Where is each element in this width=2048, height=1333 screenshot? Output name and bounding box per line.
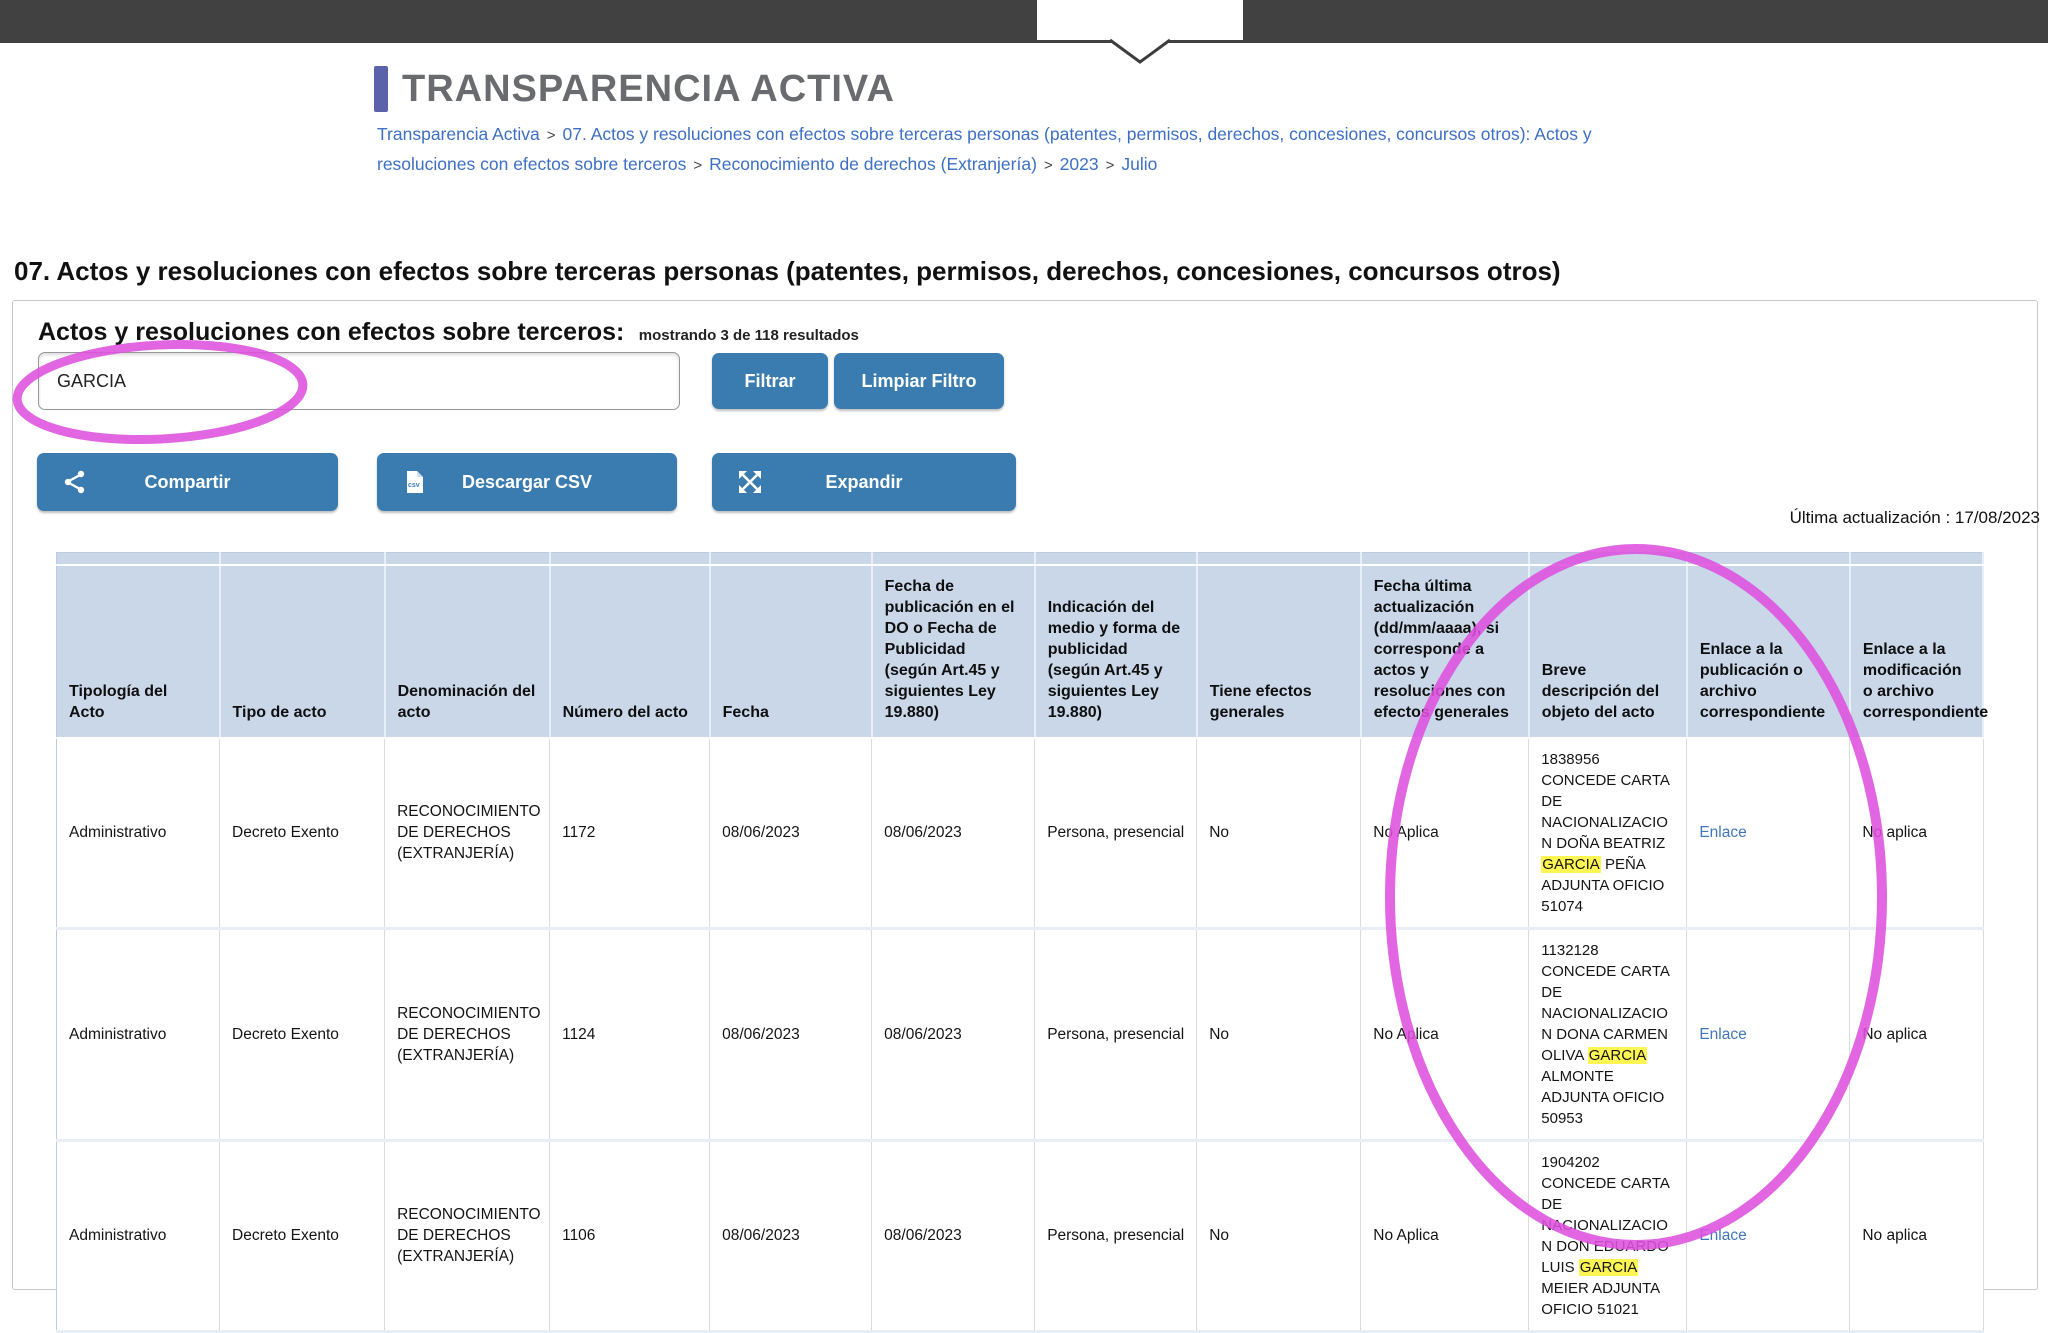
filter-button[interactable]: Filtrar — [712, 353, 828, 409]
clear-filter-button[interactable]: Limpiar Filtro — [834, 353, 1004, 409]
results-title-row — [38, 318, 859, 347]
column-header-12: Enlace a la modificación o archivo correspondiente — [1850, 565, 1983, 738]
table-cell: No Aplica — [1361, 928, 1529, 1140]
table-cell: No Aplica — [1361, 1140, 1529, 1331]
header-spacer-cell — [1529, 553, 1687, 565]
table-cell — [1687, 928, 1850, 1140]
expand-button[interactable] — [712, 453, 1016, 511]
search-term-highlight: GARCIA — [1588, 1046, 1647, 1064]
table-cell — [1687, 738, 1850, 929]
column-header-3: Denominación del acto — [385, 565, 550, 738]
share-icon — [63, 470, 87, 494]
enlace-link[interactable]: Enlace — [1699, 824, 1747, 841]
column-header-7: Indicación del medio y forma de publicidad (según Art.45 y siguientes Ley 19.880) — [1035, 565, 1197, 738]
table-cell: No aplica — [1850, 738, 1983, 929]
table-cell: No — [1197, 928, 1361, 1140]
breadcrumb-link[interactable]: Julio — [1121, 154, 1158, 174]
table-cell — [1529, 928, 1687, 1140]
table-cell: RECONOCIMIENTO DE DERECHOS (EXTRANJERÍA) — [385, 928, 550, 1140]
share-button-label: Compartir — [144, 472, 231, 492]
table-header-row — [57, 565, 1984, 738]
results-count: mostrando 3 de 118 resultados — [638, 327, 859, 344]
breadcrumb-separator: > — [693, 157, 703, 174]
column-header-1: Tipología del Acto — [57, 565, 220, 738]
table-cell: Administrativo — [57, 1140, 220, 1331]
table-cell: 1106 — [550, 1140, 710, 1331]
table-cell: 08/06/2023 — [710, 738, 872, 929]
expand-button-label: Expandir — [825, 472, 903, 492]
table-cell: 08/06/2023 — [872, 1140, 1035, 1331]
results-table-wrap — [56, 552, 1989, 1333]
column-header-8: Tiene efectos generales — [1197, 565, 1361, 738]
header-spacer-cell — [550, 553, 710, 565]
table-cell — [1529, 1140, 1687, 1331]
header-spacer-cell — [710, 553, 872, 565]
table-cell: Decreto Exento — [220, 928, 385, 1140]
header-spacer-cell — [220, 553, 385, 565]
column-header-9: Fecha última actualización (dd/mm/aaaa), si corresponde a actos y resoluciones con efectos generales — [1361, 565, 1529, 738]
table-cell: No — [1197, 1140, 1361, 1331]
nav-active-tab-notch — [1037, 0, 1243, 40]
table-cell: Administrativo — [57, 928, 220, 1140]
description-text: ALMONTE ADJUNTA OFICIO 50953 — [1541, 1067, 1665, 1127]
table-cell — [1529, 738, 1687, 929]
header-spacer-cell — [57, 553, 220, 565]
results-title: Actos y resoluciones con efectos sobre terceros: — [38, 318, 625, 346]
table-cell: 08/06/2023 — [710, 928, 872, 1140]
breadcrumb-link[interactable]: Transparencia Activa — [377, 124, 540, 144]
table-cell: No Aplica — [1361, 738, 1529, 929]
header-spacer-cell — [1850, 553, 1983, 565]
table-cell: 08/06/2023 — [710, 1140, 872, 1331]
column-header-2: Tipo de acto — [220, 565, 385, 738]
svg-text:csv: csv — [408, 482, 420, 489]
search-term-highlight: GARCIA — [1542, 855, 1600, 873]
header-spacer-cell — [1361, 553, 1529, 565]
download-csv-button[interactable] — [377, 453, 677, 511]
column-header-6: Fecha de publicación en el DO o Fecha de Publicidad (según Art.45 y siguientes Ley 19.880) — [872, 565, 1035, 738]
header-spacer-cell — [385, 553, 550, 565]
breadcrumb — [377, 120, 1667, 180]
breadcrumb-link[interactable]: 2023 — [1059, 154, 1099, 174]
header-spacer-cell — [1035, 553, 1197, 565]
header-spacer-cell — [872, 553, 1035, 565]
table-cell: No aplica — [1850, 928, 1983, 1140]
search-term-highlight: GARCIA — [1579, 1258, 1638, 1276]
search-input[interactable] — [38, 352, 680, 410]
table-cell: 08/06/2023 — [872, 928, 1035, 1140]
last-updated-text: Última actualización : 17/08/2023 — [1789, 508, 2040, 527]
column-header-10: Breve descripción del objeto del acto — [1529, 565, 1687, 738]
header-spacer-cell — [1687, 553, 1850, 565]
table-cell: Administrativo — [57, 738, 220, 929]
expand-icon — [738, 470, 762, 494]
page-title: TRANSPARENCIA ACTIVA — [402, 68, 895, 110]
table-row — [57, 738, 1984, 929]
table-cell: 1172 — [550, 738, 710, 929]
breadcrumb-link[interactable]: 07. Actos y resoluciones con efectos sobre terceras personas (patentes, permisos, derechos, concesiones, concursos otros): Actos y resoluciones con efectos sobre terceros — [377, 124, 1592, 174]
description-text: MEIER ADJUNTA OFICIO 51021 — [1541, 1279, 1660, 1318]
breadcrumb-link[interactable]: Reconocimiento de derechos (Extranjería) — [709, 154, 1037, 174]
column-header-4: Número del acto — [550, 565, 710, 738]
header-spacer-cell — [1197, 553, 1361, 565]
top-navigation-bar — [0, 0, 2048, 43]
download-csv-button-label: Descargar CSV — [461, 472, 593, 492]
section-heading: 07. Actos y resoluciones con efectos sobre terceras personas (patentes, permisos, derechos, concesiones, concursos otros) — [14, 256, 1561, 286]
column-header-5: Fecha — [710, 565, 872, 738]
table-row — [57, 928, 1984, 1140]
enlace-link[interactable]: Enlace — [1699, 1227, 1747, 1244]
table-cell: Persona, presencial — [1035, 928, 1197, 1140]
description-text: PEÑA ADJUNTA OFICIO 51074 — [1541, 855, 1665, 915]
description-text: 1904202 CONCEDE CARTA DE NACIONALIZACION DON EDUARDO LUIS — [1541, 1153, 1670, 1276]
csv-file-icon — [403, 470, 427, 494]
results-table — [56, 552, 1989, 1333]
brand-accent-bar — [374, 66, 388, 112]
description-text: 1132128 CONCEDE CARTA DE NACIONALIZACION DONA CARMEN OLIVA — [1541, 941, 1670, 1064]
description-text: 1838956 CONCEDE CARTA DE NACIONALIZACION DOÑA BEATRIZ — [1541, 750, 1670, 852]
table-cell: No — [1197, 738, 1361, 929]
table-row — [57, 1140, 1984, 1331]
table-cell: RECONOCIMIENTO DE DERECHOS (EXTRANJERÍA) — [385, 1140, 550, 1331]
column-header-11: Enlace a la publicación o archivo correspondiente — [1687, 565, 1850, 738]
table-cell: RECONOCIMIENTO DE DERECHOS (EXTRANJERÍA) — [385, 738, 550, 929]
table-cell: Persona, presencial — [1035, 1140, 1197, 1331]
breadcrumb-separator: > — [546, 127, 556, 144]
table-cell: 08/06/2023 — [872, 738, 1035, 929]
table-cell: No aplica — [1850, 1140, 1983, 1331]
breadcrumb-separator: > — [1105, 157, 1115, 174]
table-cell — [1687, 1140, 1850, 1331]
breadcrumb-separator: > — [1043, 157, 1053, 174]
table-cell: Decreto Exento — [220, 1140, 385, 1331]
share-button[interactable] — [37, 453, 338, 511]
enlace-link[interactable]: Enlace — [1699, 1025, 1747, 1043]
chevron-down-icon — [1108, 40, 1172, 66]
table-cell: 1124 — [550, 928, 710, 1140]
table-cell: Decreto Exento — [220, 738, 385, 929]
table-header-strip — [57, 553, 1984, 565]
table-cell: Persona, presencial — [1035, 738, 1197, 929]
